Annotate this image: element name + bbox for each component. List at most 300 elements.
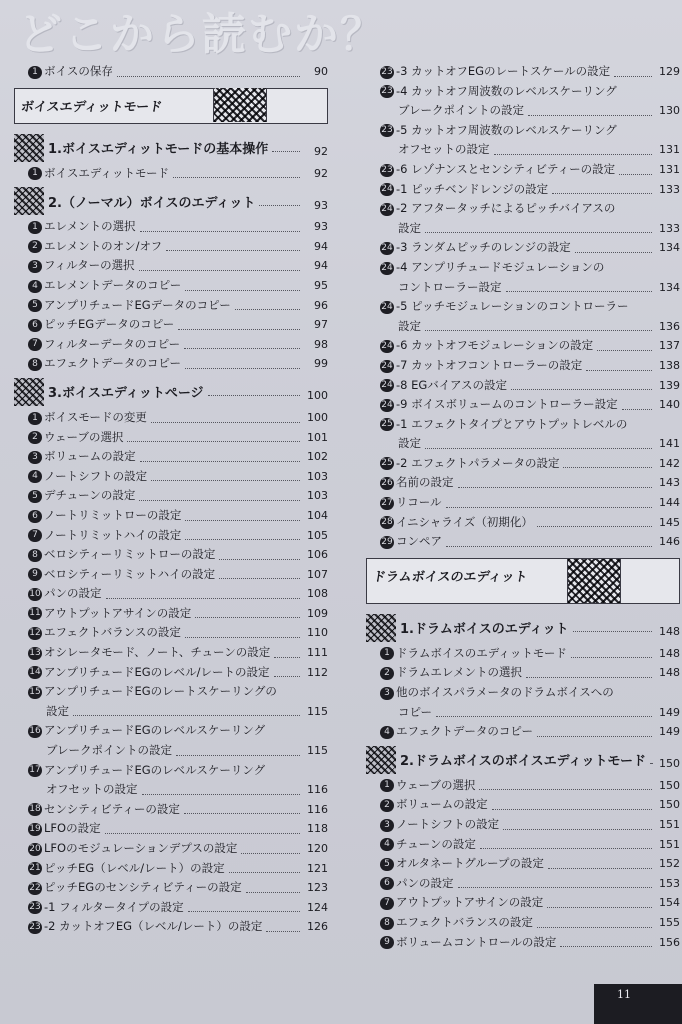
entry-label: オフセットの設定 (46, 782, 138, 797)
toc-entry[interactable] (28, 878, 328, 898)
leader-dots (166, 250, 300, 251)
entry-number-badge: 16 (29, 726, 41, 737)
toc-entry[interactable] (380, 893, 680, 913)
toc-entry[interactable] (380, 835, 680, 855)
toc-entry[interactable] (380, 376, 680, 396)
entry-number-badge: 3 (380, 687, 394, 700)
entry-label: ノートリミットハイの設定 (44, 527, 182, 542)
toc-entry[interactable] (28, 623, 328, 643)
entry-label: エレメントのオン/オフ (44, 238, 163, 253)
leader-dots (425, 448, 652, 449)
entry-page-number: 141 (659, 437, 680, 451)
entry-number-badge: 4 (28, 470, 42, 483)
toc-entry-continuation[interactable] (380, 317, 680, 337)
toc-entry[interactable] (380, 663, 680, 683)
toc-entry[interactable] (28, 315, 328, 335)
entry-label: センシティビティーの設定 (44, 801, 180, 816)
entry-page-number: 151 (659, 837, 680, 851)
leader-dots (458, 487, 653, 488)
entry-label: ベロシティーリミットハイの設定 (44, 566, 216, 581)
leader-dots (619, 174, 652, 175)
entry-page-number: 93 (314, 220, 328, 234)
leader-dots (446, 507, 652, 508)
header-title: どこから読むか？ (18, 9, 386, 60)
chapter-pattern-icon (14, 134, 44, 162)
leader-dots (274, 657, 300, 658)
entry-label: パンの設定 (396, 875, 454, 890)
page-number: 11 (617, 988, 631, 1001)
leader-dots (229, 872, 300, 873)
toc-entry[interactable] (28, 761, 328, 781)
leader-dots (105, 833, 300, 834)
entry-page-number: 110 (307, 626, 328, 640)
entry-page-number: 155 (659, 915, 680, 929)
toc-entry[interactable] (380, 933, 680, 953)
leader-dots (614, 76, 652, 77)
toc-entry[interactable] (28, 164, 328, 184)
entry-page-number: 123 (307, 881, 328, 895)
entry-page-number: 144 (659, 496, 680, 510)
entry-number-badge: 1 (28, 412, 42, 425)
leader-dots (140, 461, 300, 462)
entry-page-number: 124 (307, 900, 328, 914)
entry-number-badge: 25 (381, 458, 393, 469)
toc-entry[interactable] (380, 415, 680, 435)
entry-label: -4 アンプリチュードモジュレーションの (396, 259, 605, 274)
toc-entry[interactable] (28, 819, 328, 839)
toc-entry[interactable] (28, 800, 328, 820)
leader-dots (446, 546, 652, 547)
entry-label: エフェクトデータのコピー (44, 356, 181, 371)
entry-label: -5 カットオフ周波数のレベルスケーリング (396, 122, 617, 137)
chapter-heading[interactable] (366, 614, 680, 642)
entry-label: ウェーブの選択 (44, 429, 124, 444)
entry-label: オルタネートグループの設定 (396, 856, 544, 871)
toc-entry[interactable] (380, 493, 680, 513)
entry-label: ボリュームの設定 (44, 449, 136, 464)
entry-page-number: 154 (659, 896, 680, 910)
leader-dots (219, 578, 300, 579)
entry-label: アンプリチュードEGのレベル/レートの設定 (44, 664, 270, 679)
leader-dots (241, 853, 300, 854)
entry-label: エレメントデータのコピー (44, 277, 182, 292)
chapter-page-number: 93 (314, 198, 328, 212)
toc-entry[interactable] (28, 62, 328, 82)
entry-label: -6 カットオフモジュレーションの設定 (396, 338, 594, 353)
entry-label: ボイスエディットモード (44, 165, 170, 180)
entry-number-badge: 21 (29, 863, 41, 874)
toc-entry[interactable] (28, 506, 328, 526)
entry-label: -2 カットオフEG（レベル/レート）の設定 (44, 919, 263, 934)
entry-page-number: 94 (314, 239, 328, 253)
entry-page-number: 140 (659, 398, 680, 412)
entry-number-badge: 11 (29, 608, 41, 619)
toc-entry[interactable] (28, 859, 328, 879)
entry-number-badge: 23 (381, 125, 393, 136)
leader-dots (185, 290, 300, 291)
entry-number-badge: 5 (28, 490, 42, 503)
toc-entry[interactable] (28, 526, 328, 546)
entry-label: -5 ピッチモジュレーションのコントローラー (396, 299, 629, 314)
entry-number-badge: 24 (381, 340, 393, 351)
entry-label: -1 フィルタータイプの設定 (44, 899, 184, 914)
entry-page-number: 152 (659, 857, 680, 871)
toc-entry[interactable] (380, 454, 680, 474)
leader-dots (537, 526, 652, 527)
entry-page-number: 149 (659, 705, 680, 719)
entry-number-badge: 7 (28, 529, 42, 542)
chapter-heading[interactable] (366, 746, 680, 774)
entry-label: アンプリチュードEGのレベルスケーリング (44, 762, 266, 777)
entry-page-number: 101 (307, 430, 328, 444)
entry-page-number: 149 (659, 725, 680, 739)
entry-number-badge: 24 (381, 399, 393, 410)
entry-number-badge: 2 (28, 240, 42, 253)
entry-page-number: 133 (659, 182, 680, 196)
leader-dots (139, 500, 300, 501)
entry-number-badge: 9 (380, 936, 394, 949)
left-toc-column (19, 62, 328, 937)
entry-page-number: 150 (659, 798, 680, 812)
entry-page-number: 133 (659, 221, 680, 235)
entry-number-badge: 14 (29, 667, 41, 678)
entry-number-badge: 24 (381, 262, 393, 273)
entry-label: -3 ランダムピッチのレンジの設定 (396, 240, 571, 255)
leader-dots (184, 348, 300, 349)
chapter-title: 2.（ノーマル）ボイスのエディット (48, 195, 256, 211)
entry-number-badge: 12 (29, 628, 41, 639)
toc-entry[interactable] (380, 258, 680, 278)
toc-entry[interactable] (28, 335, 328, 355)
entry-number-badge: 24 (381, 184, 393, 195)
entry-page-number: 151 (659, 818, 680, 831)
entry-page-number: 99 (314, 357, 328, 371)
chapter-page-number: 148 (659, 625, 680, 639)
toc-entry-continuation[interactable] (380, 278, 680, 298)
entry-label: コントローラー設定 (398, 279, 502, 294)
leader-dots (528, 115, 652, 116)
entry-page-number: 115 (307, 744, 328, 758)
entry-page-number: 136 (659, 319, 680, 333)
entry-label: コピー (398, 704, 433, 719)
entry-label: エレメントの選択 (44, 219, 136, 234)
section-title: ドラムボイスのエディット (371, 569, 529, 585)
toc-entry-continuation[interactable] (380, 140, 680, 160)
entry-label: アウトプットアサインの設定 (396, 895, 544, 910)
toc-entry[interactable] (28, 917, 328, 937)
toc-entry[interactable] (380, 62, 680, 82)
entry-label: エフェクトデータのコピー (396, 724, 533, 739)
toc-entry-continuation[interactable] (28, 702, 328, 722)
entry-label: フィルターデータのコピー (44, 336, 181, 351)
entry-page-number: 118 (307, 822, 328, 836)
entry-page-number: 145 (659, 515, 680, 529)
entry-label: ドラムエレメントの選択 (396, 665, 523, 680)
toc-entry[interactable] (380, 815, 680, 835)
entry-number-badge: 9 (28, 568, 42, 581)
entry-page-number: 100 (307, 410, 328, 424)
leader-dots (552, 193, 652, 194)
toc-entry[interactable] (380, 683, 680, 703)
entry-number-badge: 19 (29, 824, 41, 834)
entry-number-badge: 27 (381, 497, 393, 508)
leader-dots (142, 794, 300, 795)
toc-entry[interactable] (380, 356, 680, 376)
chapter-page-number: 92 (314, 145, 328, 159)
entry-number-badge: 5 (380, 858, 394, 871)
entry-number-badge: 15 (29, 686, 41, 697)
toc-entry[interactable] (380, 874, 680, 894)
entry-page-number: 142 (659, 456, 680, 470)
entry-label: オフセットの設定 (398, 142, 490, 157)
entry-page-number: 115 (307, 704, 328, 718)
leader-dots (436, 716, 652, 717)
toc-entry[interactable] (28, 604, 328, 624)
entry-label: ボイスの保存 (44, 64, 113, 78)
chapter-heading[interactable] (14, 187, 328, 215)
toc-entry[interactable] (380, 473, 680, 493)
toc-entry[interactable] (380, 121, 680, 141)
entry-page-number: 90 (314, 65, 328, 78)
leader-dots (184, 813, 300, 814)
entry-label: 設定 (398, 436, 421, 451)
toc-entry[interactable] (380, 336, 680, 356)
toc-entry-continuation[interactable] (380, 101, 680, 121)
chapter-pattern-icon (14, 187, 44, 215)
chapter-page-number: 150 (659, 757, 680, 771)
toc-entry[interactable] (380, 180, 680, 200)
entry-number-badge: 17 (29, 765, 41, 776)
toc-entry[interactable] (28, 839, 328, 859)
section-header (14, 88, 328, 124)
entry-page-number: 106 (307, 548, 328, 562)
toc-entry[interactable] (380, 82, 680, 102)
entry-number-badge: 20 (29, 843, 41, 854)
toc-entry[interactable] (380, 513, 680, 533)
toc-entry[interactable] (28, 486, 328, 506)
leader-dots (139, 270, 300, 271)
entry-label: パンの設定 (44, 586, 102, 601)
leader-dots (622, 409, 652, 410)
leader-dots (479, 789, 652, 790)
entry-label: アウトプットアサインの設定 (44, 605, 192, 620)
leader-dots (575, 252, 652, 253)
leader-dots (494, 154, 652, 155)
chapter-heading[interactable] (14, 134, 328, 162)
entry-number-badge: 3 (380, 819, 394, 832)
entry-label: ノートシフトの設定 (396, 817, 500, 831)
entry-number-badge: 13 (29, 647, 41, 658)
entry-label: 設定 (46, 703, 69, 718)
leader-dots (274, 676, 300, 677)
entry-page-number: 131 (659, 143, 680, 157)
toc-entry[interactable] (380, 854, 680, 874)
entry-number-badge: 5 (28, 299, 42, 312)
entry-page-number: 137 (659, 339, 680, 353)
entry-number-badge: 7 (380, 897, 394, 910)
toc-entry[interactable] (380, 722, 680, 742)
leader-dots (560, 946, 652, 947)
entry-number-badge: 6 (380, 877, 394, 890)
toc-entry[interactable] (28, 682, 328, 702)
toc-entry[interactable] (28, 428, 328, 448)
leader-dots (266, 931, 300, 932)
entry-page-number: 96 (314, 298, 328, 312)
toc-entry[interactable] (380, 238, 680, 258)
entry-page-number: 156 (659, 935, 680, 949)
entry-number-badge: 28 (381, 517, 393, 528)
entry-number-badge: 10 (29, 588, 41, 599)
entry-page-number: 112 (307, 665, 328, 679)
toc-entry[interactable] (28, 663, 328, 683)
entry-label: アンプリチュードEGのレートスケーリングの (44, 684, 277, 699)
toc-entry[interactable] (28, 467, 328, 487)
entry-label: フィルターの選択 (44, 258, 135, 273)
entry-page-number: 143 (659, 476, 680, 490)
toc-entry[interactable] (28, 565, 328, 585)
leader-dots (219, 559, 300, 560)
entry-label: エフェクトバランスの設定 (396, 914, 533, 929)
entry-page-number: 129 (659, 65, 680, 78)
toc-entry[interactable] (380, 776, 680, 796)
entry-label: 設定 (398, 318, 421, 333)
toc-entry-continuation[interactable] (380, 434, 680, 454)
leader-dots (176, 755, 300, 756)
entry-label: アンプリチュードEGデータのコピー (44, 297, 231, 312)
chapter-title: 1.ボイスエディットモードの基本操作 (48, 142, 269, 158)
toc-entry[interactable] (380, 160, 680, 180)
entry-number-badge: 25 (381, 419, 393, 430)
toc-entry-continuation[interactable] (380, 703, 680, 723)
entry-number-badge: 3 (28, 260, 42, 273)
entry-number-badge: 6 (28, 510, 42, 523)
toc-entry-continuation[interactable] (28, 741, 328, 761)
entry-label: ベロシティーリミットローの設定 (44, 547, 216, 562)
entry-page-number: 98 (314, 337, 328, 351)
toc-entry[interactable] (380, 644, 680, 664)
leader-dots (526, 677, 652, 678)
leader-dots (537, 736, 652, 737)
toc-entry[interactable] (380, 395, 680, 415)
leader-dots (188, 911, 300, 912)
leader-dots (208, 395, 300, 396)
leader-dots (106, 598, 301, 599)
leader-dots (185, 637, 300, 638)
leader-dots (117, 76, 300, 77)
entry-page-number: 146 (659, 535, 680, 549)
entry-page-number: 148 (659, 666, 680, 680)
leader-dots (547, 907, 652, 908)
toc-entry[interactable] (380, 532, 680, 552)
toc-entry[interactable] (28, 898, 328, 918)
entry-label: LFOのモジュレーションデプスの設定 (44, 841, 238, 855)
entry-number-badge: 23 (381, 164, 393, 175)
toc-entry[interactable] (380, 199, 680, 219)
entry-label: -9 ボイスボリュームのコントローラー設定 (396, 397, 618, 412)
leader-dots (511, 389, 652, 390)
toc-entry[interactable] (28, 217, 328, 237)
entry-number-badge: 2 (380, 799, 394, 812)
entry-page-number: 120 (307, 842, 328, 855)
leader-dots (573, 631, 652, 632)
entry-page-number: 108 (307, 587, 328, 601)
entry-label: ノートシフトの設定 (44, 468, 148, 483)
toc-entry[interactable] (380, 913, 680, 933)
entry-label: ドラムボイスのエディットモード (396, 645, 567, 660)
toc-entry-continuation[interactable] (28, 780, 328, 800)
entry-label: -4 カットオフ周波数のレベルスケーリング (396, 83, 617, 98)
entry-number-badge: 8 (28, 358, 42, 371)
entry-number-badge: 7 (28, 338, 42, 351)
toc-entry[interactable] (28, 584, 328, 604)
leader-dots (173, 177, 300, 178)
toc-entry[interactable] (28, 296, 328, 316)
entry-page-number: 92 (314, 166, 328, 180)
entry-number-badge: 24 (381, 380, 393, 391)
entry-label: 他のボイスパラメータのドラムボイスへの (396, 685, 614, 700)
toc-entry[interactable] (28, 447, 328, 467)
entry-label: コンペア (396, 534, 442, 549)
chapter-title: 3.ボイスエディットページ (48, 386, 204, 402)
entry-label: -6 レゾナンスとセンシティビティーの設定 (396, 161, 616, 176)
leader-dots (151, 422, 300, 423)
chapter-title: 1.ドラムボイスのエディット (400, 622, 569, 638)
leader-dots (73, 715, 300, 716)
toc-entry[interactable] (28, 643, 328, 663)
entry-label: エフェクトバランスの設定 (44, 625, 181, 640)
leader-dots (492, 809, 652, 810)
chapter-pattern-icon (366, 746, 396, 774)
entry-number-badge: 1 (28, 66, 42, 79)
entry-label: ピッチEGのセンシティビティーの設定 (44, 880, 242, 895)
toc-entry[interactable] (380, 297, 680, 317)
entry-label: ブレークポイントの設定 (398, 103, 525, 118)
leader-dots (259, 205, 300, 206)
toc-entry[interactable] (28, 256, 328, 276)
entry-number-badge: 22 (29, 882, 41, 893)
entry-page-number: 109 (307, 606, 328, 620)
leader-dots (185, 368, 300, 369)
toc-entry[interactable] (380, 795, 680, 815)
entry-number-badge: 23 (29, 902, 41, 913)
entry-label: ピッチEG（レベル/レート）の設定 (44, 860, 225, 875)
entry-number-badge: 23 (381, 86, 393, 97)
entry-page-number: 104 (307, 508, 328, 522)
entry-number-badge: 24 (381, 360, 393, 371)
toc-entry[interactable] (28, 237, 328, 257)
section-header (366, 558, 680, 604)
toc-entry[interactable] (28, 545, 328, 565)
toc-entry-continuation[interactable] (380, 219, 680, 239)
entry-page-number: 139 (659, 378, 680, 392)
entry-label: ノートリミットローの設定 (44, 507, 182, 522)
toc-entry[interactable] (28, 721, 328, 741)
leader-dots (586, 370, 652, 371)
leader-dots (185, 520, 300, 521)
toc-entry[interactable] (28, 354, 328, 374)
entry-label: リコール (396, 495, 442, 510)
chapter-heading[interactable] (14, 378, 328, 406)
entry-number-badge: 18 (29, 804, 41, 815)
entry-label: LFOの設定 (44, 821, 101, 836)
toc-entry[interactable] (28, 276, 328, 296)
toc-entry[interactable] (28, 408, 328, 428)
entry-page-number: 138 (659, 358, 680, 372)
leader-dots (597, 350, 652, 351)
leader-dots (425, 330, 652, 331)
leader-dots (178, 329, 300, 330)
entry-label: チューンの設定 (396, 836, 476, 851)
